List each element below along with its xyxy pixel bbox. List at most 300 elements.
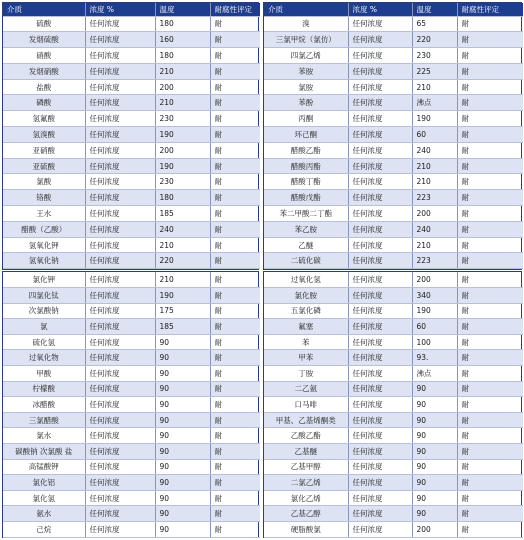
cell-medium: 三氯甲烷（氯仿） (264, 32, 348, 48)
table-row (3, 48, 260, 64)
cell-medium: 甲基、乙基烯酮类 (264, 412, 348, 428)
table-row (264, 319, 523, 335)
cell-temperature: 90 (155, 428, 210, 444)
table-row (264, 350, 523, 366)
cell-concentration: 任何浓度 (348, 111, 412, 127)
table-row (3, 397, 260, 413)
table-row (264, 32, 523, 48)
cell-concentration: 任何浓度 (348, 127, 412, 143)
cell-temperature: 175 (155, 303, 210, 319)
cell-rating: 耐 (210, 48, 260, 64)
cell-medium: 氯化乙烯 (264, 490, 348, 506)
table-row (3, 158, 260, 174)
cell-medium: 硫化氢 (3, 334, 85, 350)
header-rating: 耐腐性评定 (457, 3, 523, 16)
cell-concentration: 任何浓度 (348, 142, 412, 158)
cell-temperature: 90 (412, 428, 457, 444)
cell-medium: 乙基醚 (264, 444, 348, 460)
cell-temperature: 230 (412, 48, 457, 64)
cell-concentration: 任何浓度 (85, 158, 155, 174)
cell-temperature: 210 (155, 272, 210, 288)
table-row (3, 288, 260, 304)
table-row (264, 142, 523, 158)
resistance-table-bottom-right (264, 272, 523, 538)
cell-rating: 耐 (457, 79, 523, 95)
cell-concentration: 任何浓度 (85, 381, 155, 397)
table-row (264, 174, 523, 190)
cell-medium: 氯化钾 (3, 272, 85, 288)
cell-medium: 乙基乙醇 (264, 506, 348, 522)
cell-medium: 盐酸 (3, 79, 85, 95)
cell-rating: 耐 (457, 48, 523, 64)
table-row (3, 206, 260, 222)
cell-temperature: 90 (412, 444, 457, 460)
cell-concentration: 任何浓度 (348, 206, 412, 222)
cell-rating: 耐 (210, 95, 260, 111)
table-header-row (264, 3, 523, 16)
table-row (3, 142, 260, 158)
cell-concentration: 任何浓度 (85, 142, 155, 158)
cell-rating: 耐 (210, 127, 260, 143)
cell-rating: 耐 (210, 490, 260, 506)
table-row (3, 95, 260, 111)
bottom-left-table (2, 271, 259, 538)
cell-temperature: 240 (155, 221, 210, 237)
cell-temperature: 90 (155, 381, 210, 397)
cell-temperature: 190 (155, 127, 210, 143)
cell-rating: 耐 (457, 350, 523, 366)
cell-rating: 耐 (210, 366, 260, 382)
table-row (264, 127, 523, 143)
cell-rating: 耐 (457, 63, 523, 79)
table-row (264, 428, 523, 444)
cell-concentration: 任何浓度 (85, 444, 155, 460)
cell-medium: 亚硫酸 (3, 158, 85, 174)
cell-rating: 耐 (457, 366, 523, 382)
cell-medium: 发烟硝酸 (3, 63, 85, 79)
cell-medium: 二硫化碳 (264, 253, 348, 269)
cell-concentration: 任何浓度 (85, 190, 155, 206)
cell-rating: 耐 (457, 506, 523, 522)
cell-concentration: 任何浓度 (85, 288, 155, 304)
cell-temperature: 90 (155, 522, 210, 538)
cell-rating: 耐 (457, 237, 523, 253)
cell-rating: 耐 (457, 174, 523, 190)
cell-temperature: 93. (412, 350, 457, 366)
table-row (3, 350, 260, 366)
table-header-row (3, 3, 260, 16)
resistance-table-bottom-left (3, 272, 260, 538)
cell-concentration: 任何浓度 (85, 253, 155, 269)
cell-medium: 醋酸（乙酸） (3, 221, 85, 237)
cell-rating: 耐 (210, 63, 260, 79)
table-row (264, 272, 523, 288)
cell-rating: 耐 (457, 334, 523, 350)
cell-medium: 氯 (3, 319, 85, 335)
cell-temperature: 90 (155, 490, 210, 506)
table-row (264, 303, 523, 319)
cell-temperature: 190 (412, 303, 457, 319)
cell-temperature: 190 (155, 158, 210, 174)
cell-medium: 丙酮 (264, 111, 348, 127)
cell-temperature: 180 (155, 190, 210, 206)
cell-medium: 冰醋酸 (3, 397, 85, 413)
cell-rating: 耐 (210, 428, 260, 444)
cell-temperature: 210 (155, 63, 210, 79)
cell-concentration: 任何浓度 (85, 428, 155, 444)
table-row (3, 190, 260, 206)
table-row (3, 428, 260, 444)
cell-medium: 氯胺 (264, 79, 348, 95)
cell-temperature: 200 (412, 272, 457, 288)
cell-temperature: 340 (412, 288, 457, 304)
cell-temperature: 210 (412, 237, 457, 253)
cell-temperature: 210 (412, 174, 457, 190)
resistance-table-top-right (264, 3, 523, 269)
cell-rating: 耐 (457, 459, 523, 475)
cell-medium: 五氯化磷 (264, 303, 348, 319)
header-temperature: 温度 (412, 3, 457, 16)
cell-concentration: 任何浓度 (348, 190, 412, 206)
cell-temperature: 210 (412, 79, 457, 95)
cell-medium: 己烷 (3, 522, 85, 538)
table-row (3, 32, 260, 48)
cell-rating: 耐 (457, 272, 523, 288)
cell-medium: 氟塞 (264, 319, 348, 335)
table-row (264, 381, 523, 397)
cell-concentration: 任何浓度 (348, 350, 412, 366)
cell-temperature: 223 (412, 190, 457, 206)
cell-rating: 耐 (210, 158, 260, 174)
cell-temperature: 220 (155, 253, 210, 269)
cell-concentration: 任何浓度 (85, 95, 155, 111)
cell-concentration: 任何浓度 (348, 319, 412, 335)
cell-concentration: 任何浓度 (348, 490, 412, 506)
cell-concentration: 任何浓度 (85, 334, 155, 350)
cell-medium: 四氯乙烯 (264, 48, 348, 64)
header-temperature: 温度 (155, 3, 210, 16)
table-row (3, 381, 260, 397)
cell-medium: 苯二甲酸二丁酯 (264, 206, 348, 222)
table-row (264, 334, 523, 350)
cell-temperature: 90 (412, 475, 457, 491)
cell-medium: 高锰酸钾 (3, 459, 85, 475)
cell-rating: 耐 (210, 32, 260, 48)
cell-rating: 耐 (457, 288, 523, 304)
table-row (264, 475, 523, 491)
cell-medium: 氯化胺 (264, 288, 348, 304)
cell-concentration: 任何浓度 (85, 79, 155, 95)
cell-concentration: 任何浓度 (348, 522, 412, 538)
cell-medium: 过氧化物 (3, 350, 85, 366)
cell-concentration: 任何浓度 (348, 48, 412, 64)
cell-medium: 甲酸 (3, 366, 85, 382)
cell-concentration: 任何浓度 (85, 397, 155, 413)
cell-rating: 耐 (457, 158, 523, 174)
table-row (3, 444, 260, 460)
cell-medium: 氢溴酸 (3, 127, 85, 143)
header-medium: 介质 (3, 3, 85, 16)
header-concentration: 浓度 % (85, 3, 155, 16)
cell-medium: 环己酮 (264, 127, 348, 143)
cell-concentration: 任何浓度 (85, 32, 155, 48)
table-row (3, 272, 260, 288)
cell-concentration: 任何浓度 (348, 79, 412, 95)
cell-rating: 耐 (210, 475, 260, 491)
cell-concentration: 任何浓度 (85, 111, 155, 127)
cell-rating: 耐 (457, 428, 523, 444)
cell-concentration: 任何浓度 (85, 272, 155, 288)
cell-medium: 醋酸丙酯 (264, 158, 348, 174)
cell-rating: 耐 (210, 319, 260, 335)
cell-medium: 磷酸 (3, 95, 85, 111)
table-row (264, 459, 523, 475)
cell-concentration: 任何浓度 (348, 221, 412, 237)
cell-rating: 耐 (210, 221, 260, 237)
cell-temperature: 200 (155, 142, 210, 158)
cell-concentration: 任何浓度 (85, 237, 155, 253)
cell-concentration: 任何浓度 (348, 412, 412, 428)
cell-rating: 耐 (457, 206, 523, 222)
cell-temperature: 90 (155, 506, 210, 522)
table-row (3, 506, 260, 522)
table-row (264, 63, 523, 79)
cell-medium: 乙酸乙酯 (264, 428, 348, 444)
cell-rating: 耐 (210, 111, 260, 127)
cell-rating: 耐 (210, 444, 260, 460)
cell-rating: 耐 (210, 79, 260, 95)
table-row (3, 490, 260, 506)
cell-concentration: 任何浓度 (85, 506, 155, 522)
table-row (3, 63, 260, 79)
bottom-right-table (263, 271, 522, 538)
cell-rating: 耐 (457, 490, 523, 506)
cell-concentration: 任何浓度 (348, 174, 412, 190)
cell-temperature: 90 (155, 475, 210, 491)
cell-medium: 醋酸戊酯 (264, 190, 348, 206)
table-row (3, 303, 260, 319)
table-row (264, 237, 523, 253)
cell-rating: 耐 (457, 303, 523, 319)
cell-medium: 苯胺 (264, 63, 348, 79)
cell-medium: 亚硝酸 (3, 142, 85, 158)
cell-rating: 耐 (457, 253, 523, 269)
cell-temperature: 223 (412, 253, 457, 269)
table-row (3, 174, 260, 190)
header-concentration: 浓度 % (348, 3, 412, 16)
cell-rating: 耐 (457, 397, 523, 413)
cell-rating: 耐 (210, 288, 260, 304)
cell-concentration: 任何浓度 (85, 127, 155, 143)
cell-temperature: 沸点 (412, 95, 457, 111)
cell-temperature: 225 (412, 63, 457, 79)
cell-temperature: 240 (412, 142, 457, 158)
cell-rating: 耐 (457, 381, 523, 397)
cell-concentration: 任何浓度 (85, 303, 155, 319)
cell-temperature: 90 (155, 366, 210, 382)
cell-medium: 乙基甲醇 (264, 459, 348, 475)
cell-rating: 耐 (457, 190, 523, 206)
cell-concentration: 任何浓度 (85, 221, 155, 237)
cell-concentration: 任何浓度 (85, 174, 155, 190)
cell-temperature: 230 (155, 111, 210, 127)
cell-medium: 氯酸 (3, 174, 85, 190)
cell-medium: 王水 (3, 206, 85, 222)
cell-rating: 耐 (210, 303, 260, 319)
cell-temperature: 90 (155, 397, 210, 413)
table-row (3, 412, 260, 428)
cell-medium: 氢氧化钠 (3, 253, 85, 269)
cell-medium: 过氧化氢 (264, 272, 348, 288)
cell-rating: 耐 (210, 506, 260, 522)
cell-temperature: 60 (412, 319, 457, 335)
cell-temperature: 90 (412, 506, 457, 522)
cell-rating: 耐 (210, 142, 260, 158)
cell-temperature: 200 (412, 522, 457, 538)
cell-rating: 耐 (457, 444, 523, 460)
cell-medium: 三氯醋酸 (3, 412, 85, 428)
cell-concentration: 任何浓度 (348, 272, 412, 288)
cell-concentration: 任何浓度 (85, 366, 155, 382)
cell-temperature: 沸点 (412, 366, 457, 382)
table-row (264, 190, 523, 206)
cell-rating: 耐 (210, 206, 260, 222)
cell-concentration: 任何浓度 (85, 475, 155, 491)
table-row (3, 522, 260, 538)
table-row (264, 221, 523, 237)
table-row (264, 48, 523, 64)
cell-rating: 耐 (457, 522, 523, 538)
cell-temperature: 240 (412, 221, 457, 237)
cell-rating: 耐 (210, 381, 260, 397)
cell-concentration: 任何浓度 (85, 459, 155, 475)
table-row (264, 366, 523, 382)
cell-temperature: 90 (412, 397, 457, 413)
table-row (264, 95, 523, 111)
cell-medium: 氯化铝 (3, 475, 85, 491)
cell-rating: 耐 (210, 522, 260, 538)
cell-temperature: 90 (155, 459, 210, 475)
cell-temperature: 90 (155, 334, 210, 350)
table-row (3, 334, 260, 350)
table-row (3, 459, 260, 475)
cell-medium: 口马啡 (264, 397, 348, 413)
table-row (264, 79, 523, 95)
cell-concentration: 任何浓度 (85, 206, 155, 222)
cell-temperature: 90 (412, 459, 457, 475)
table-row (3, 319, 260, 335)
cell-temperature: 90 (412, 412, 457, 428)
cell-temperature: 220 (412, 32, 457, 48)
table-row (3, 221, 260, 237)
cell-rating: 耐 (210, 253, 260, 269)
table-row (264, 16, 523, 32)
table-row (3, 237, 260, 253)
cell-medium: 发烟硫酸 (3, 32, 85, 48)
cell-rating: 耐 (457, 16, 523, 32)
cell-rating: 耐 (457, 111, 523, 127)
cell-rating: 耐 (457, 319, 523, 335)
cell-medium: 氯水 (3, 428, 85, 444)
cell-concentration: 任何浓度 (348, 303, 412, 319)
cell-rating: 耐 (210, 272, 260, 288)
cell-medium: 苯乙胺 (264, 221, 348, 237)
cell-temperature: 190 (412, 111, 457, 127)
cell-temperature: 210 (155, 95, 210, 111)
cell-rating: 耐 (210, 174, 260, 190)
header-medium: 介质 (264, 3, 348, 16)
cell-medium: 硝酸 (3, 48, 85, 64)
cell-medium: 铬酸 (3, 190, 85, 206)
cell-concentration: 任何浓度 (348, 32, 412, 48)
cell-temperature: 90 (412, 381, 457, 397)
cell-temperature: 90 (155, 350, 210, 366)
cell-temperature: 180 (155, 48, 210, 64)
cell-temperature: 90 (412, 490, 457, 506)
cell-medium: 柠檬酸 (3, 381, 85, 397)
cell-temperature: 90 (155, 412, 210, 428)
table-row (3, 79, 260, 95)
table-row (3, 16, 260, 32)
cell-medium: 甲苯 (264, 350, 348, 366)
cell-concentration: 任何浓度 (348, 16, 412, 32)
table-row (264, 158, 523, 174)
table-row (3, 111, 260, 127)
table-row (264, 253, 523, 269)
cell-rating: 耐 (457, 221, 523, 237)
cell-temperature: 65 (412, 16, 457, 32)
cell-concentration: 任何浓度 (85, 490, 155, 506)
cell-medium: 二乙氨 (264, 381, 348, 397)
table-row (264, 111, 523, 127)
cell-concentration: 任何浓度 (85, 350, 155, 366)
cell-concentration: 任何浓度 (348, 288, 412, 304)
cell-temperature: 90 (155, 444, 210, 460)
cell-medium: 硬脂酸氯 (264, 522, 348, 538)
cell-concentration: 任何浓度 (348, 397, 412, 413)
cell-temperature: 180 (155, 16, 210, 32)
cell-rating: 耐 (210, 16, 260, 32)
cell-rating: 耐 (457, 475, 523, 491)
cell-temperature: 200 (412, 206, 457, 222)
cell-temperature: 210 (412, 158, 457, 174)
cell-rating: 耐 (457, 412, 523, 428)
table-row (264, 412, 523, 428)
cell-concentration: 任何浓度 (348, 444, 412, 460)
cell-rating: 耐 (210, 459, 260, 475)
cell-rating: 耐 (457, 142, 523, 158)
table-row (264, 490, 523, 506)
cell-medium: 氨水 (3, 506, 85, 522)
cell-medium: 丁胺 (264, 366, 348, 382)
cell-medium: 氯化氢 (3, 490, 85, 506)
resistance-table-top-left (3, 3, 260, 269)
table-row (3, 366, 260, 382)
cell-temperature: 100 (412, 334, 457, 350)
cell-concentration: 任何浓度 (348, 459, 412, 475)
cell-rating: 耐 (210, 190, 260, 206)
cell-medium: 二氯乙烯 (264, 475, 348, 491)
cell-concentration: 任何浓度 (85, 522, 155, 538)
cell-medium: 硫酸 (3, 16, 85, 32)
table-row (264, 522, 523, 538)
cell-temperature: 185 (155, 206, 210, 222)
cell-concentration: 任何浓度 (85, 319, 155, 335)
cell-concentration: 任何浓度 (348, 95, 412, 111)
cell-medium: 醋酸丁酯 (264, 174, 348, 190)
table-row (3, 127, 260, 143)
cell-concentration: 任何浓度 (85, 16, 155, 32)
